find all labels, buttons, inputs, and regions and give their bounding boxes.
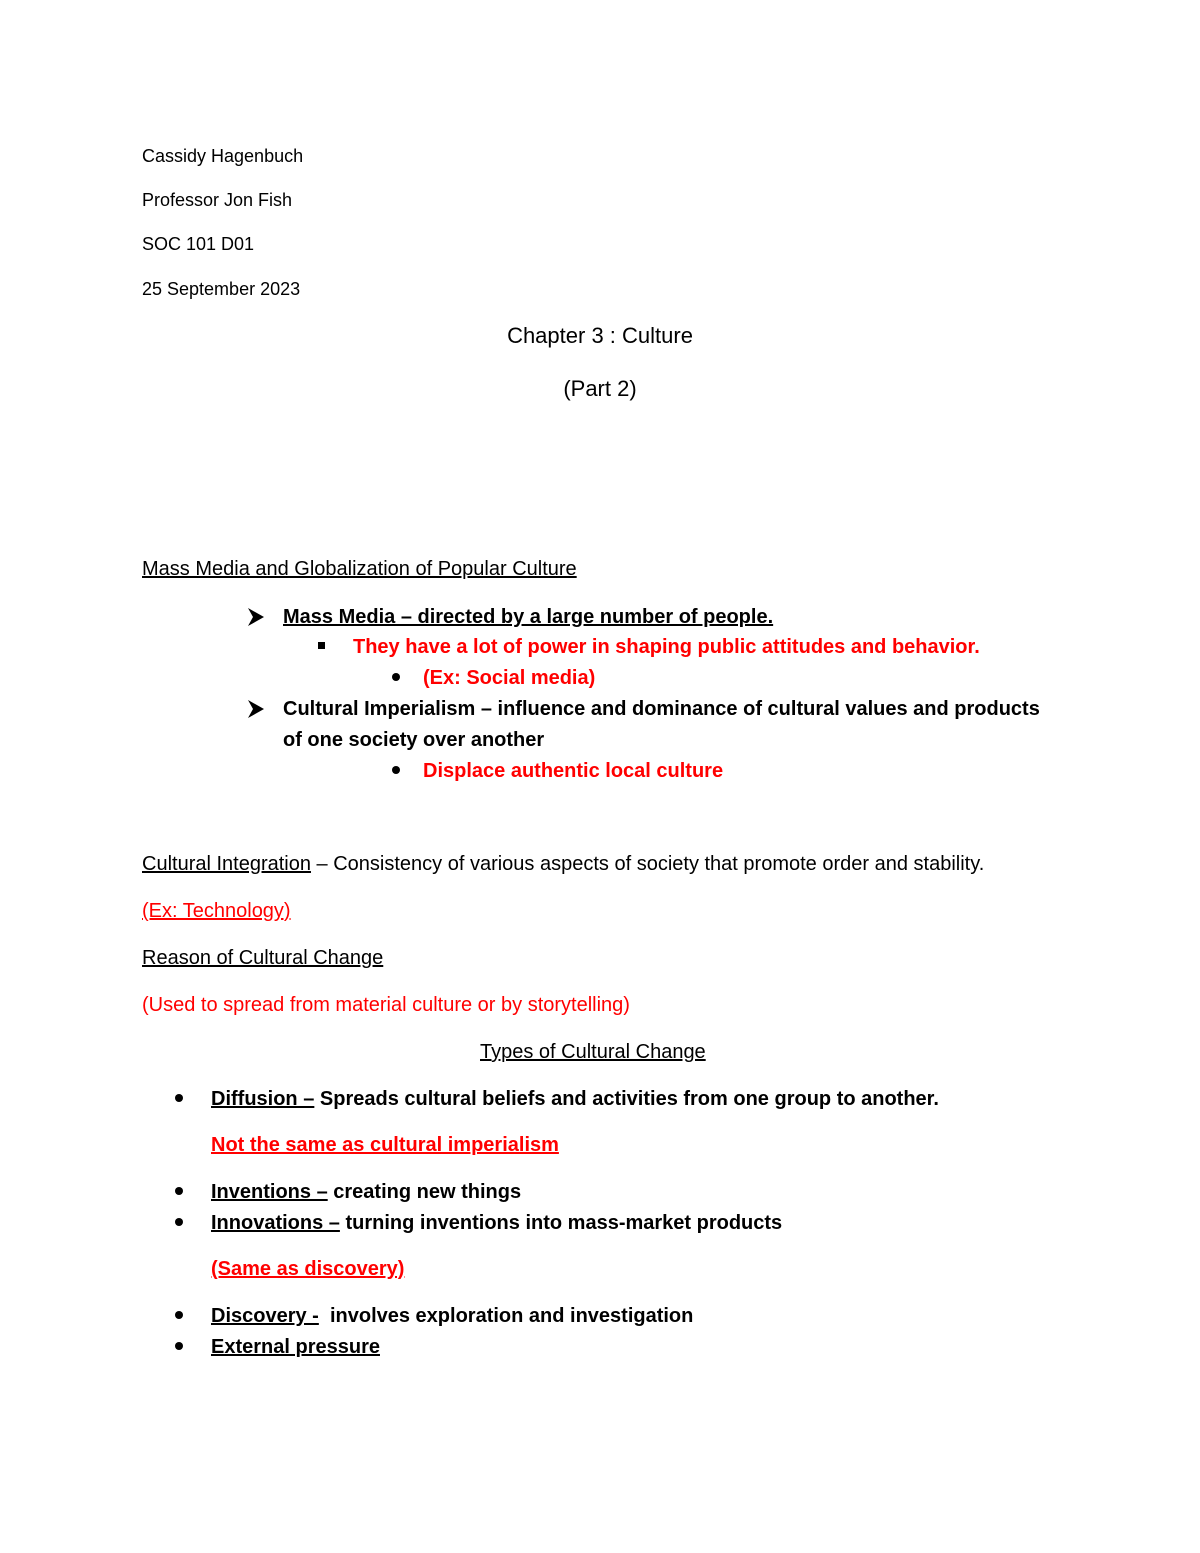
diffusion-term: Diffusion –	[211, 1088, 315, 1110]
dot-bullet-icon	[175, 1218, 183, 1226]
chapter-title: Chapter 3 : Culture	[507, 323, 693, 348]
professor-name: Professor Jon Fish	[142, 190, 293, 210]
discovery-term: Discovery -	[211, 1305, 319, 1327]
dot-bullet-icon	[175, 1311, 183, 1319]
document-date: 25 September 2023	[142, 279, 301, 299]
arrow-bullet-icon	[246, 607, 266, 631]
diffusion-definition: Spreads cultural beliefs and activities from one group to another.	[314, 1088, 939, 1110]
dot-bullet-icon	[392, 766, 400, 774]
cultural-imperialism-item-continued: of one society over another	[283, 729, 545, 751]
dot-bullet-icon	[175, 1094, 183, 1102]
cultural-integration-term: Cultural Integration	[142, 853, 311, 875]
student-name: Cassidy Hagenbuch	[142, 146, 304, 166]
cultural-imperialism-note: Displace authentic local culture	[423, 760, 724, 782]
reason-note: (Used to spread from material culture or by storytelling)	[142, 994, 630, 1016]
course-code: SOC 101 D01	[142, 234, 255, 254]
innovations-definition: turning inventions into mass-market products	[339, 1212, 783, 1234]
discovery-item	[211, 1306, 693, 1326]
reason-heading: Reason of Cultural Change	[142, 947, 384, 969]
discovery-definition: involves exploration and investigation	[318, 1305, 694, 1327]
mass-media-example: (Ex: Social media)	[423, 667, 596, 689]
innovations-term: Innovations –	[211, 1212, 340, 1234]
dot-bullet-icon	[175, 1342, 183, 1350]
inventions-item	[211, 1182, 521, 1202]
cultural-integration-definition: – Consistency of various aspects of society that promote order and stability.	[310, 853, 985, 875]
square-bullet-icon	[318, 642, 325, 649]
mass-media-heading: Mass Media and Globalization of Popular Culture	[142, 558, 577, 580]
mass-media-item: Mass Media – directed by a large number of people.	[283, 606, 774, 628]
diffusion-note: Not the same as cultural imperialism	[211, 1134, 559, 1156]
cultural-imperialism-item: Cultural Imperialism – influence and dominance of cultural values and products	[283, 698, 1040, 720]
innovations-note: (Same as discovery)	[211, 1258, 405, 1280]
dot-bullet-icon	[175, 1187, 183, 1195]
diffusion-item	[211, 1089, 939, 1109]
dot-bullet-icon	[392, 673, 400, 681]
chapter-subtitle: (Part 2)	[563, 376, 637, 401]
types-heading: Types of Cultural Change	[480, 1041, 706, 1063]
inventions-term: Inventions –	[211, 1181, 328, 1203]
external-pressure-item: External pressure	[211, 1336, 380, 1358]
innovations-item	[211, 1213, 782, 1233]
arrow-bullet-icon	[246, 699, 266, 723]
inventions-definition: creating new things	[327, 1181, 522, 1203]
mass-media-power-note: They have a lot of power in shaping public attitudes and behavior.	[353, 636, 980, 658]
cultural-integration-example: (Ex: Technology)	[142, 900, 291, 922]
cultural-integration-line	[142, 854, 984, 874]
